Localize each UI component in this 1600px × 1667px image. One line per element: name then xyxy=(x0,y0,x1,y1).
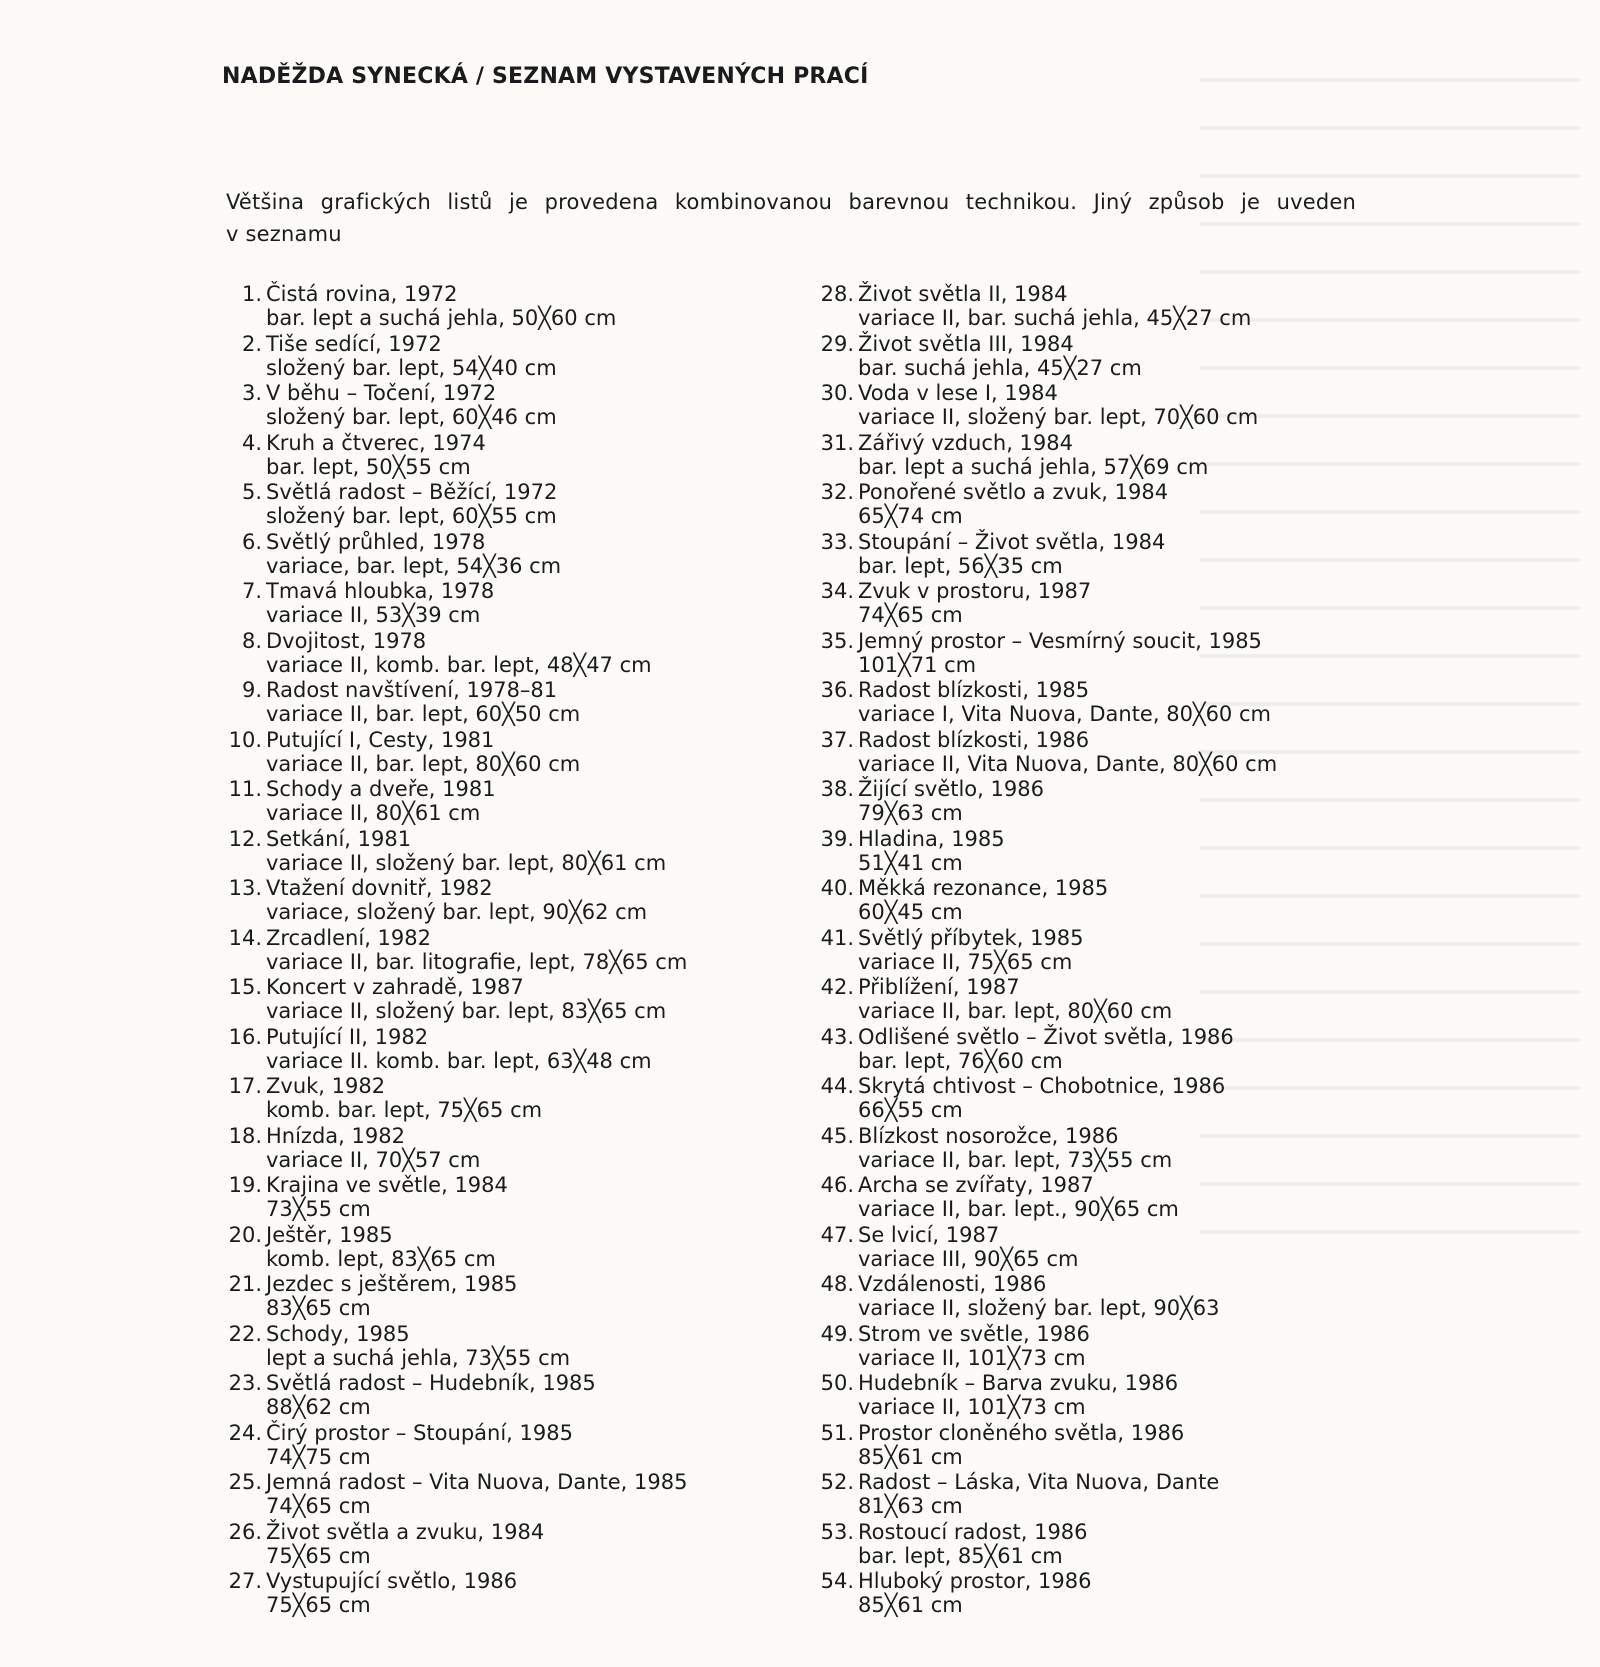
item-title: Radost navštívení, 1978–81 xyxy=(266,678,558,702)
item-title: Putující II, 1982 xyxy=(266,1024,429,1049)
item-number: 6. xyxy=(241,529,262,554)
list-item xyxy=(218,1074,858,1124)
item-title: Jemný prostor – Vesmírný soucit, 1985 xyxy=(858,628,1262,653)
item-title: Odlišené světlo – Život světla, 1986 xyxy=(858,1024,1234,1049)
item-number: 36. xyxy=(820,678,854,702)
item-detail: variace II, bar. suchá jehla, 45╳27 cm xyxy=(858,306,1252,330)
item-detail: variace II, bar. lept., 90╳65 cm xyxy=(858,1197,1179,1221)
item-title: Ještěr, 1985 xyxy=(266,1222,393,1247)
item-title: Jemná radost – Vita Nuova, Dante, 1985 xyxy=(266,1470,688,1494)
item-detail: 101╳71 cm xyxy=(858,652,977,677)
item-title: Zrcadlení, 1982 xyxy=(266,925,431,950)
item-detail: variace II. komb. bar. lept, 63╳48 cm xyxy=(266,1048,652,1073)
item-detail: 66╳55 cm xyxy=(858,1098,963,1122)
list-item xyxy=(810,1569,1450,1619)
item-number: 38. xyxy=(820,777,854,801)
item-number: 48. xyxy=(820,1272,854,1296)
document-title: NADĚŽDA SYNECKÁ / SEZNAM VYSTAVENÝCH PRACÍ xyxy=(222,64,869,89)
item-title: Schody, 1985 xyxy=(266,1321,410,1346)
item-detail: 85╳61 cm xyxy=(858,1444,963,1469)
item-title: Jezdec s ještěrem, 1985 xyxy=(266,1272,518,1296)
list-item xyxy=(810,1322,1450,1372)
item-number: 30. xyxy=(820,381,854,405)
list-item xyxy=(810,1520,1450,1570)
item-number: 12. xyxy=(228,826,262,851)
item-detail: variace II, složený bar. lept, 80╳61 cm xyxy=(266,850,667,875)
list-item xyxy=(218,1322,858,1372)
item-number: 43. xyxy=(820,1024,854,1049)
item-detail: složený bar. lept, 60╳46 cm xyxy=(266,405,557,429)
item-title: Vtažení dovnitř, 1982 xyxy=(266,876,493,900)
item-title: Se lvicí, 1987 xyxy=(858,1222,1000,1247)
list-item xyxy=(218,1371,858,1421)
list-item xyxy=(810,876,1450,926)
item-detail: složený bar. lept, 54╳40 cm xyxy=(266,355,557,380)
list-item xyxy=(218,678,858,728)
intro-line-1: Většina grafických listů je provedena kombinovanou barevnou technikou. Jiný způsob je uveden xyxy=(226,190,1356,214)
item-number: 23. xyxy=(228,1371,262,1395)
item-number: 54. xyxy=(820,1569,854,1593)
item-number: 35. xyxy=(820,628,854,653)
item-detail: variace II, bar. lept, 80╳60 cm xyxy=(858,999,1173,1023)
list-item xyxy=(810,480,1450,530)
item-title: Krajina ve světle, 1984 xyxy=(266,1173,508,1197)
list-item xyxy=(810,678,1450,728)
list-item xyxy=(810,332,1450,382)
item-number: 46. xyxy=(820,1173,854,1197)
item-title: Prostor cloněného světla, 1986 xyxy=(858,1420,1185,1445)
item-title: Světlá radost – Hudebník, 1985 xyxy=(266,1371,596,1395)
list-item xyxy=(218,530,858,580)
item-number: 45. xyxy=(820,1123,854,1148)
list-item xyxy=(810,728,1450,778)
item-detail: komb. bar. lept, 75╳65 cm xyxy=(266,1098,543,1122)
item-detail: 60╳45 cm xyxy=(858,900,963,924)
item-number: 28. xyxy=(820,282,854,306)
item-number: 44. xyxy=(820,1074,854,1098)
item-detail: variace II, komb. bar. lept, 48╳47 cm xyxy=(266,652,652,677)
item-detail: bar. lept, 76╳60 cm xyxy=(858,1048,1063,1073)
item-title: Kruh a čtverec, 1974 xyxy=(266,430,486,455)
item-number: 49. xyxy=(820,1321,854,1346)
item-number: 34. xyxy=(820,579,854,603)
list-item xyxy=(218,1025,858,1075)
item-detail: variace II, Vita Nuova, Dante, 80╳60 cm xyxy=(858,751,1278,776)
item-title: Koncert v zahradě, 1987 xyxy=(266,975,524,999)
item-number: 27. xyxy=(228,1569,262,1593)
intro-line-2: v seznamu xyxy=(226,222,342,246)
item-detail: variace II, 101╳73 cm xyxy=(858,1395,1086,1419)
item-title: Světlý průhled, 1978 xyxy=(266,529,486,554)
item-title: Tiše sedící, 1972 xyxy=(266,331,442,356)
list-item xyxy=(810,282,1450,332)
list-item xyxy=(218,579,858,629)
list-item xyxy=(810,629,1450,679)
item-number: 17. xyxy=(228,1074,262,1098)
list-item xyxy=(218,1272,858,1322)
list-item xyxy=(218,728,858,778)
item-title: Život světla II, 1984 xyxy=(858,282,1068,306)
item-detail: 74╳75 cm xyxy=(266,1444,371,1469)
list-item xyxy=(810,1421,1450,1471)
item-number: 31. xyxy=(820,430,854,455)
item-number: 3. xyxy=(241,381,262,405)
item-title: Přiblížení, 1987 xyxy=(858,975,1020,999)
item-title: Rostoucí radost, 1986 xyxy=(858,1519,1088,1544)
list-item xyxy=(810,431,1450,481)
item-detail: variace II, 101╳73 cm xyxy=(858,1345,1086,1370)
list-item xyxy=(810,1223,1450,1273)
item-detail: 65╳74 cm xyxy=(858,504,963,528)
item-title: Radost blízkosti, 1986 xyxy=(858,727,1090,752)
item-title: Schody a dveře, 1981 xyxy=(266,777,496,801)
item-detail: složený bar. lept, 60╳55 cm xyxy=(266,504,557,528)
list-item xyxy=(810,579,1450,629)
list-item xyxy=(218,1569,858,1619)
item-number: 29. xyxy=(820,331,854,356)
item-number: 39. xyxy=(820,826,854,851)
item-detail: variace I, Vita Nuova, Dante, 80╳60 cm xyxy=(858,702,1271,726)
item-title: Život světla III, 1984 xyxy=(858,331,1074,356)
item-title: Vystupující světlo, 1986 xyxy=(266,1569,518,1593)
item-title: Měkká rezonance, 1985 xyxy=(858,876,1109,900)
list-item xyxy=(218,282,858,332)
item-title: Hladina, 1985 xyxy=(858,826,1005,851)
item-title: Hudebník – Barva zvuku, 1986 xyxy=(858,1371,1179,1395)
list-item xyxy=(810,1173,1450,1223)
item-title: Ponořené světlo a zvuk, 1984 xyxy=(858,480,1169,504)
list-item xyxy=(218,1223,858,1273)
item-detail: 51╳41 cm xyxy=(858,850,963,875)
item-number: 33. xyxy=(820,529,854,554)
item-detail: bar. lept, 56╳35 cm xyxy=(858,553,1063,578)
item-title: Putující I, Cesty, 1981 xyxy=(266,727,495,752)
item-detail: variace II, bar. lept, 73╳55 cm xyxy=(858,1147,1173,1172)
item-detail: 85╳61 cm xyxy=(858,1593,963,1617)
item-detail: bar. suchá jehla, 45╳27 cm xyxy=(858,355,1142,380)
item-title: Stoupání – Život světla, 1984 xyxy=(858,529,1166,554)
item-detail: variace, bar. lept, 54╳36 cm xyxy=(266,553,562,578)
item-title: Blízkost nosorožce, 1986 xyxy=(858,1123,1119,1148)
item-number: 51. xyxy=(820,1420,854,1445)
item-detail: variace II, bar. lept, 80╳60 cm xyxy=(266,751,581,776)
item-title: Čirý prostor – Stoupání, 1985 xyxy=(266,1420,573,1445)
list-item xyxy=(810,381,1450,431)
list-item xyxy=(218,431,858,481)
item-title: Hluboký prostor, 1986 xyxy=(858,1569,1092,1593)
item-number: 47. xyxy=(820,1222,854,1247)
item-number: 1. xyxy=(241,282,262,306)
list-item xyxy=(810,530,1450,580)
list-item xyxy=(218,975,858,1025)
list-item xyxy=(810,926,1450,976)
list-item xyxy=(810,975,1450,1025)
works-list-left-column xyxy=(218,282,858,1619)
item-number: 25. xyxy=(228,1470,262,1494)
item-detail: 75╳65 cm xyxy=(266,1543,371,1568)
list-item xyxy=(810,1124,1450,1174)
item-number: 10. xyxy=(228,727,262,752)
item-number: 19. xyxy=(228,1173,262,1197)
item-detail: bar. lept, 85╳61 cm xyxy=(858,1543,1063,1568)
item-number: 14. xyxy=(228,925,262,950)
item-detail: komb. lept, 83╳65 cm xyxy=(266,1246,496,1271)
item-number: 15. xyxy=(228,975,262,999)
item-detail: 73╳55 cm xyxy=(266,1197,371,1221)
item-detail: bar. lept a suchá jehla, 57╳69 cm xyxy=(858,454,1209,479)
item-title: Hnízda, 1982 xyxy=(266,1123,405,1148)
item-detail: 74╳65 cm xyxy=(266,1494,371,1518)
item-number: 11. xyxy=(228,777,262,801)
item-title: Setkání, 1981 xyxy=(266,826,412,851)
item-title: Skrytá chtivost – Chobotnice, 1986 xyxy=(858,1074,1226,1098)
item-detail: variace II, 75╳65 cm xyxy=(858,949,1073,974)
item-title: Světlý příbytek, 1985 xyxy=(858,925,1084,950)
item-number: 53. xyxy=(820,1519,854,1544)
item-number: 50. xyxy=(820,1371,854,1395)
item-title: Dvojitost, 1978 xyxy=(266,628,427,653)
intro-paragraph xyxy=(226,186,1356,250)
list-item xyxy=(218,1421,858,1471)
item-number: 32. xyxy=(820,480,854,504)
item-detail: variace II, bar. litografie, lept, 78╳65 cm xyxy=(266,949,688,974)
item-title: Světlá radost – Běžící, 1972 xyxy=(266,480,558,504)
item-detail: lept a suchá jehla, 73╳55 cm xyxy=(266,1345,571,1370)
list-item xyxy=(810,1272,1450,1322)
item-number: 13. xyxy=(228,876,262,900)
item-detail: variace II, složený bar. lept, 83╳65 cm xyxy=(266,999,667,1023)
item-number: 26. xyxy=(228,1519,262,1544)
item-number: 7. xyxy=(241,579,262,603)
list-item xyxy=(218,777,858,827)
list-item xyxy=(810,777,1450,827)
item-number: 20. xyxy=(228,1222,262,1247)
item-title: Vzdálenosti, 1986 xyxy=(858,1272,1047,1296)
item-title: Žijící světlo, 1986 xyxy=(858,777,1044,801)
item-detail: variace III, 90╳65 cm xyxy=(858,1246,1079,1271)
item-title: V běhu – Točení, 1972 xyxy=(266,381,497,405)
item-detail: 88╳62 cm xyxy=(266,1395,371,1419)
item-detail: 81╳63 cm xyxy=(858,1494,963,1518)
item-detail: bar. lept a suchá jehla, 50╳60 cm xyxy=(266,306,617,330)
item-number: 24. xyxy=(228,1420,262,1445)
item-title: Zvuk v prostoru, 1987 xyxy=(858,579,1092,603)
item-detail: variace II, bar. lept, 60╳50 cm xyxy=(266,702,581,726)
list-item xyxy=(218,1520,858,1570)
item-number: 16. xyxy=(228,1024,262,1049)
item-title: Tmavá hloubka, 1978 xyxy=(266,579,495,603)
item-title: Zvuk, 1982 xyxy=(266,1074,386,1098)
item-number: 4. xyxy=(241,430,262,455)
list-item xyxy=(810,1074,1450,1124)
item-detail: variace II, složený bar. lept, 90╳63 xyxy=(858,1296,1220,1320)
item-detail: 74╳65 cm xyxy=(858,603,963,627)
item-title: Radost – Láska, Vita Nuova, Dante xyxy=(858,1470,1220,1494)
item-detail: variace, složený bar. lept, 90╳62 cm xyxy=(266,900,648,924)
list-item xyxy=(218,1124,858,1174)
item-number: 18. xyxy=(228,1123,262,1148)
list-item xyxy=(218,1470,858,1520)
item-number: 37. xyxy=(820,727,854,752)
item-detail: bar. lept, 50╳55 cm xyxy=(266,454,471,479)
item-title: Radost blízkosti, 1985 xyxy=(858,678,1090,702)
list-item xyxy=(810,1371,1450,1421)
list-item xyxy=(218,876,858,926)
item-number: 5. xyxy=(241,480,262,504)
list-item xyxy=(218,629,858,679)
item-detail: 75╳65 cm xyxy=(266,1593,371,1617)
item-number: 9. xyxy=(241,678,262,702)
item-detail: variace II, 70╳57 cm xyxy=(266,1147,481,1172)
item-number: 42. xyxy=(820,975,854,999)
list-item xyxy=(218,381,858,431)
list-item xyxy=(218,1173,858,1223)
item-detail: 83╳65 cm xyxy=(266,1296,371,1320)
item-number: 40. xyxy=(820,876,854,900)
item-title: Zářivý vzduch, 1984 xyxy=(858,430,1073,455)
item-detail: 79╳63 cm xyxy=(858,801,963,825)
item-title: Strom ve světle, 1986 xyxy=(858,1321,1090,1346)
item-detail: variace II, 80╳61 cm xyxy=(266,801,481,825)
item-title: Voda v lese I, 1984 xyxy=(858,381,1058,405)
list-item xyxy=(218,332,858,382)
list-item xyxy=(810,827,1450,877)
list-item xyxy=(810,1025,1450,1075)
item-number: 2. xyxy=(241,331,262,356)
item-number: 52. xyxy=(820,1470,854,1494)
item-title: Čistá rovina, 1972 xyxy=(266,282,458,306)
item-number: 41. xyxy=(820,925,854,950)
item-title: Život světla a zvuku, 1984 xyxy=(266,1519,545,1544)
item-number: 8. xyxy=(241,628,262,653)
list-item xyxy=(218,926,858,976)
item-number: 21. xyxy=(228,1272,262,1296)
list-item xyxy=(218,827,858,877)
list-item xyxy=(810,1470,1450,1520)
item-detail: variace II, 53╳39 cm xyxy=(266,603,481,627)
item-detail: variace II, složený bar. lept, 70╳60 cm xyxy=(858,405,1259,429)
item-number: 22. xyxy=(228,1321,262,1346)
works-list-right-column xyxy=(810,282,1450,1619)
item-title: Archa se zvířaty, 1987 xyxy=(858,1173,1094,1197)
list-item xyxy=(218,480,858,530)
